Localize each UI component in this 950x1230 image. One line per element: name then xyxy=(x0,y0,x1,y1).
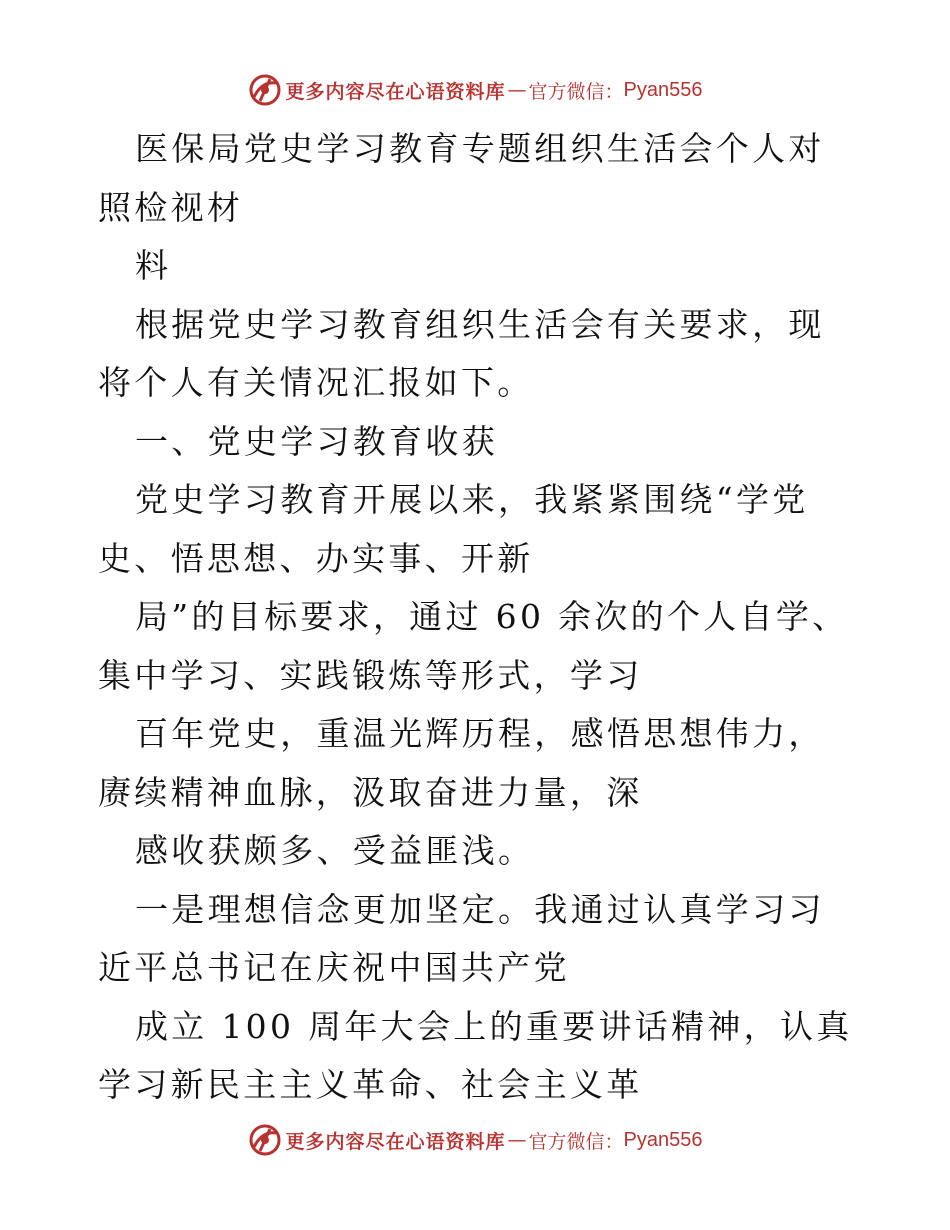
watermark-wechat-label: 官方微信： xyxy=(528,1130,624,1153)
watermark-header xyxy=(0,70,950,110)
watermark-main-text: 更多内容尽在心语资料库 xyxy=(285,80,506,103)
paragraph: 根据党史学习教育组织生活会有关要求，现将个人有关情况汇报如下。 xyxy=(98,304,825,402)
document-title-line2: 料 xyxy=(135,246,172,285)
paragraph: 局”的目标要求，通过 60 余次的个人自学、集中学习、实践锻炼等形式，学习 xyxy=(98,597,849,695)
logo-icon xyxy=(248,1123,282,1157)
document-body xyxy=(98,120,858,1115)
section-heading: 一、党史学习教育收获 xyxy=(135,421,498,461)
watermark-separator: — xyxy=(507,1129,527,1151)
logo-icon xyxy=(248,73,282,107)
document-title-line1: 医保局党史学习教育专题组织生活会个人对照检视材 xyxy=(98,129,825,227)
paragraph: 百年党史，重温光辉历程，感悟思想伟力，赓续精神血脉，汲取奋进力量，深 xyxy=(98,714,825,812)
paragraph: 党史学习教育开展以来，我紧紧围绕“学党史、悟思想、办实事、开新 xyxy=(98,480,809,578)
paragraph: 成立 100 周年大会上的重要讲话精神，认真学习新民主主义革命、社会主义革 xyxy=(98,1006,853,1104)
paragraph: 一是理想信念更加坚定。我通过认真学习习近平总书记在庆祝中国共产党 xyxy=(98,889,825,987)
watermark-separator: — xyxy=(507,79,527,101)
paragraph: 感收获颇多、受益匪浅。 xyxy=(135,831,535,870)
watermark-footer xyxy=(0,1120,950,1160)
watermark-wechat-label: 官方微信： xyxy=(528,80,624,103)
watermark-main-text: 更多内容尽在心语资料库 xyxy=(285,1130,506,1153)
watermark-wechat-id: Pyan556 xyxy=(623,1128,703,1151)
watermark-wechat-id: Pyan556 xyxy=(623,78,703,101)
